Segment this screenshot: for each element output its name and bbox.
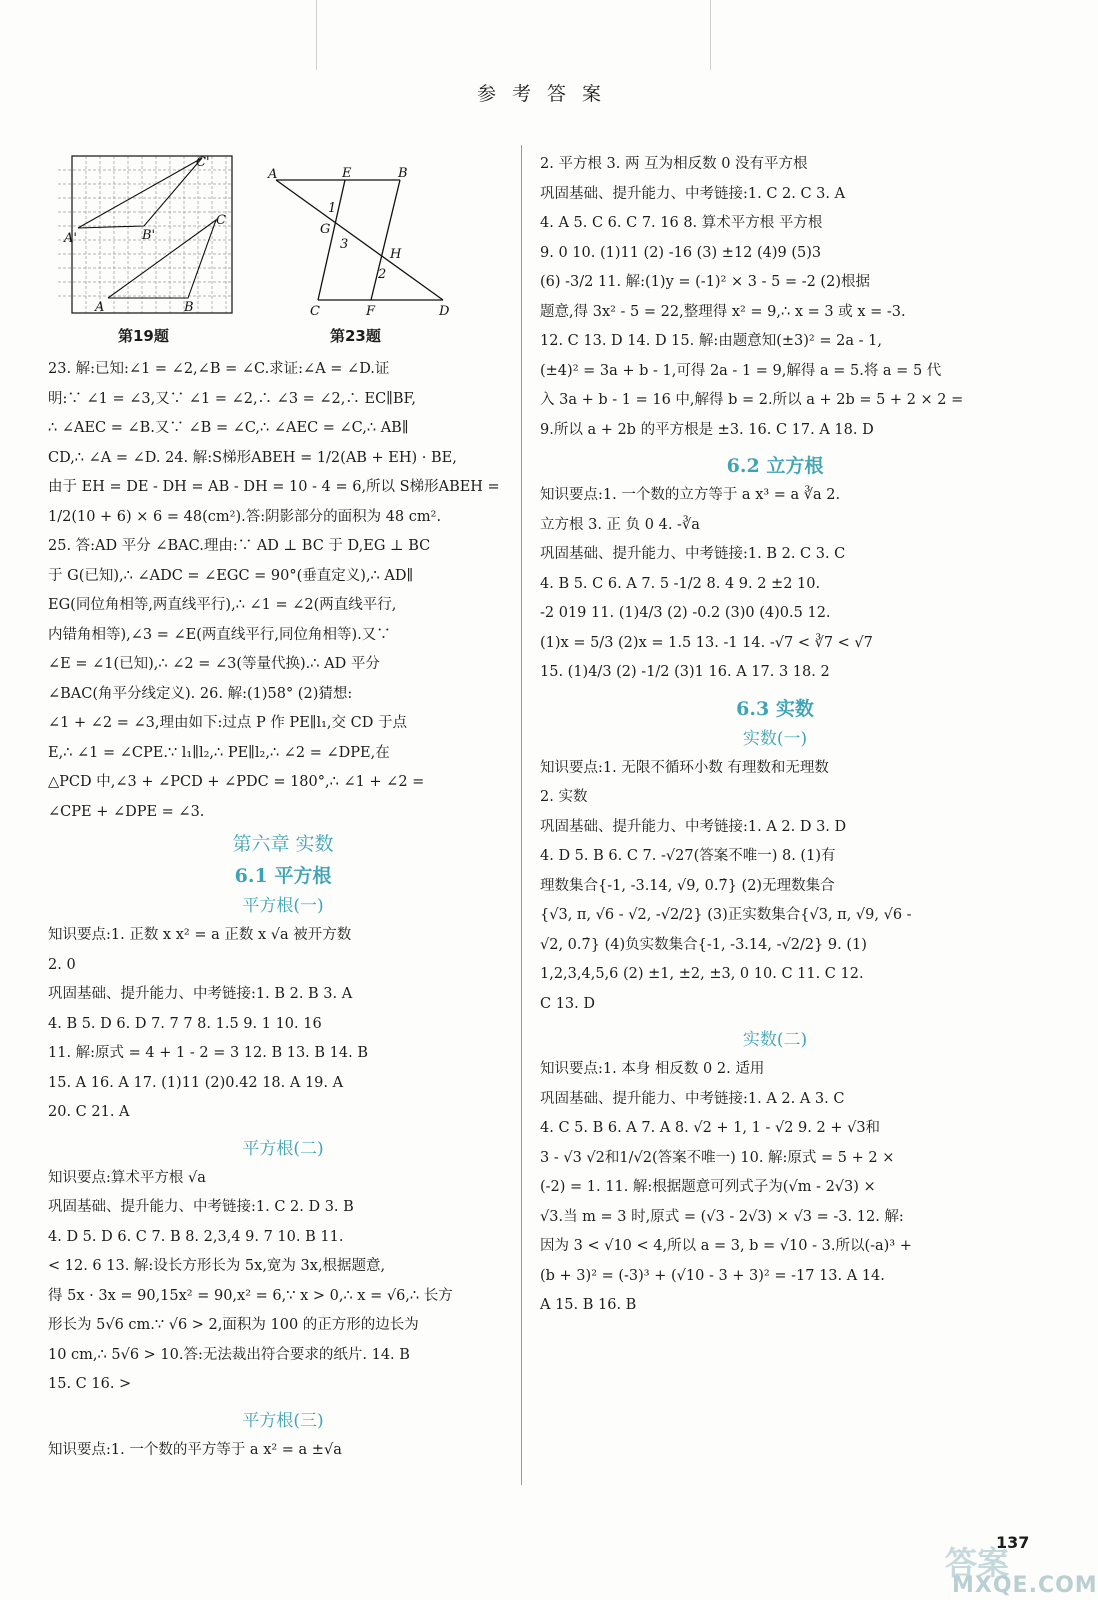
left-line: E,∴ ∠1 = ∠CPE.∵ l₁∥l₂,∴ PE∥l₂,∴ ∠2 = ∠DPE,在 (48, 744, 390, 761)
left-line: EG(同位角相等,两直线平行),∴ ∠1 = ∠2(两直线平行, (48, 597, 397, 613)
subsection-title: 平方根(一) (242, 896, 324, 916)
answer-line: 巩固基础、提升能力、中考链接:1. C 2. C 3. A (540, 185, 846, 202)
answer-line: 2. 实数 (540, 789, 588, 805)
answer-line: 2. 平方根 3. 两 互为相反数 0 没有平方根 (540, 156, 808, 172)
fig23-label-3: 3 (340, 237, 349, 252)
answer-line: 巩固基础、提升能力、中考链接:1. C 2. D 3. B (48, 1199, 354, 1215)
answer-line: 知识要点:1. 一个数的立方等于 a x³ = a ∛a 2. (540, 487, 841, 503)
left-line: ∴ ∠AEC = ∠B.又∵ ∠B = ∠C,∴ ∠AEC = ∠C,∴ AB∥ (48, 420, 409, 436)
answer-line: 理数集合{-1, -3.14, √9, 0.7̇} (2)无理数集合 (540, 877, 835, 894)
fig19-label-c-prime: C' (196, 155, 210, 170)
left-line: 于 G(已知),∴ ∠ADC = ∠EGC = 90°(垂直定义),∴ AD∥ (48, 567, 414, 584)
section-6-3-title: 6.3 实数 (736, 697, 814, 720)
answer-line: √3.当 m = 3 时,原式 = (√3 - 2√3) × √3 = -3. 12. 解: (540, 1208, 904, 1225)
subsection-title: 实数(一) (742, 728, 808, 749)
fig23-label-1: 1 (328, 201, 337, 216)
answer-line: 15. (1)4/3 (2) -1/2 (3)1 16. A 17. 3 18. 2 (540, 664, 830, 680)
answer-line: 巩固基础、提升能力、中考链接:1. B 2. B 3. A (48, 986, 353, 1002)
answer-line: A 15. B 16. B (540, 1297, 637, 1313)
answer-line: 形长为 5√6 cm.∵ √6 > 2,面积为 100 的正方形的边长为 (48, 1317, 419, 1333)
left-line: ∠BAC(角平分线定义). 26. 解:(1)58° (2)猜想: (48, 685, 353, 702)
left-line: 明:∵ ∠1 = ∠3,又∵ ∠1 = ∠2,∴ ∠3 = ∠2,∴ EC∥BF, (48, 390, 416, 407)
section-6-1-title: 6.1 平方根 (234, 865, 332, 887)
answer-line: 9.所以 a + 2b 的平方根是 ±3. 16. C 17. A 18. D (540, 421, 874, 438)
answer-line: 4. D 5. D 6. C 7. B 8. 2,3,4 9. 7 10. B 11. (48, 1228, 344, 1245)
answer-line: 巩固基础、提升能力、中考链接:1. A 2. A 3. C (540, 1090, 845, 1107)
left-line: △PCD 中,∠3 + ∠PCD + ∠PDC = 180°,∴ ∠1 + ∠2 = (48, 774, 425, 790)
answer-line: 知识要点:算术平方根 √a (48, 1169, 206, 1186)
fig23-label-g: G (320, 222, 331, 237)
right-column (540, 150, 1010, 1321)
left-line: ∠1 + ∠2 = ∠3,理由如下:过点 P 作 PE∥l₁,交 CD 于点 (48, 715, 407, 731)
left-line: 1/2(10 + 6) × 6 = 48(cm²).答:阴影部分的面积为 48 cm². (48, 508, 442, 525)
answer-line: 20. C 21. A (48, 1104, 130, 1120)
answer-line: (±4)² = 3a + b - 1,可得 2a - 1 = 9,解得 a = 5.将 a = 5 代 (540, 362, 942, 379)
answer-line: 10 cm,∴ 5√6 > 10.答:无法裁出符合要求的纸片. 14. B (48, 1346, 410, 1363)
answer-line: -2 019 11. (1)4/3 (2) -0.2 (3)0 (4)0.5 12. (540, 605, 831, 621)
answer-line: (b + 3)² = (-3)³ + (√10 - 3 + 3)² = -17 13. A 14. (540, 1267, 885, 1284)
answer-line: 4. A 5. C 6. C 7. 16 8. 算术平方根 平方根 (540, 215, 823, 231)
top-rule-left (316, 0, 317, 70)
answer-line: (-2) = 1. 11. 解:根据题意可列式子为(√m - 2√3) × (540, 1179, 876, 1195)
fig23-label-e: E (342, 166, 352, 181)
answer-line: 巩固基础、提升能力、中考链接:1. A 2. D 3. D (540, 818, 847, 835)
answer-line: 11. 解:原式 = 4 + 1 - 2 = 3 12. B 13. B 14. B (48, 1045, 368, 1061)
answer-line: 4. D 5. B 6. C 7. -√27(答案不唯一) 8. (1)有 (540, 848, 836, 864)
answer-line: 立方根 3. 正 负 0 4. -∛a (540, 516, 700, 533)
fig23-label-h: H (390, 247, 402, 262)
answer-line: (1)x = 5/3 (2)x = 1.5 13. -1 14. -√7 < ∛7 < √7 (540, 634, 873, 651)
answer-line: 15. C 16. > (48, 1376, 132, 1392)
left-column (48, 150, 518, 1465)
fig23-label-a: A (268, 167, 278, 182)
left-line: ∠E = ∠1(已知),∴ ∠2 = ∠3(等量代换).∴ AD 平分 (48, 656, 380, 672)
fig23-label-b: B (398, 166, 408, 181)
answer-line: 巩固基础、提升能力、中考链接:1. B 2. C 3. C (540, 546, 846, 562)
page-number: 137 (996, 1533, 1030, 1552)
fig19-label-b-prime: B' (142, 228, 156, 243)
answer-line: 因为 3 < √10 < 4,所以 a = 3, b = √10 - 3.所以(-a)³ + (540, 1238, 912, 1254)
answer-line: 知识要点:1. 一个数的平方等于 a x² = a ±√a (48, 1441, 342, 1458)
fig19-label-a-prime: A' (64, 231, 77, 246)
top-rule-right (710, 0, 711, 70)
chapter-title: 第六章 实数 (232, 833, 334, 855)
figures (48, 150, 518, 355)
answer-line: 4. C 5. B 6. A 7. A 8. √2 + 1, 1 - √2 9. 2 + √3和 (540, 1120, 881, 1136)
fig23-label-2: 2 (378, 267, 387, 282)
answer-line: C 13. D (540, 995, 595, 1012)
left-line: ∠CPE + ∠DPE = ∠3. (48, 803, 205, 820)
answer-line: 2. 0 (48, 956, 76, 973)
left-line: 25. 答:AD 平分 ∠BAC.理由:∵ AD ⊥ BC 于 D,EG ⊥ BC (48, 538, 431, 554)
answer-line: 3 - √3 √2和1/√2(答案不唯一) 10. 解:原式 = 5 + 2 × (540, 1149, 895, 1166)
answer-line: (6) -3/2 11. 解:(1)y = (-1)² × 3 - 5 = -2 (2)根据 (540, 274, 870, 290)
fig23-lines (276, 180, 443, 300)
watermark-url: MXQE.COM (952, 1573, 1098, 1598)
page-title: 参 考 答 案 (476, 83, 607, 105)
answer-line: 知识要点:1. 正数 x x² = a 正数 x √a 被开方数 (48, 927, 352, 943)
answer-line: 入 3a + b - 1 = 16 中,解得 b = 2.所以 a + 2b = 5 + 2 × 2 = (540, 392, 964, 408)
subsection-title: 平方根(三) (242, 1410, 324, 1431)
watermark-logo-text: 答案 (945, 1544, 1010, 1582)
fig23-labels (267, 166, 450, 319)
answer-line: 4. B 5. C 6. A 7. 5 -1/2 8. 4 9. 2 ±2 10. (540, 575, 821, 592)
answer-line: 9. 0 10. (1)11 (2) -16 (3) ±12 (4)9 (5)3 (540, 244, 822, 261)
answer-line: 4. B 5. D 6. D 7. 7 7 8. 1.5 9. 1 10. 16 (48, 1015, 322, 1032)
fig19-caption: 第19题 (118, 327, 169, 345)
answer-line: 题意,得 3x² - 5 = 22,整理得 x² = 9,∴ x = 3 或 x = -3. (540, 303, 906, 320)
answer-line: √2, 0.7̇} (4)负实数集合{-1, -3.14, -√2/2} 9. (1) (540, 936, 867, 953)
figure-diagrams (48, 150, 518, 330)
fig19-label-b: B (184, 300, 194, 315)
subsection-title: 实数(二) (742, 1030, 808, 1050)
fig19-label-c: C (216, 213, 226, 228)
left-line: 23. 解:已知:∠1 = ∠2,∠B = ∠C.求证:∠A = ∠D.证 (48, 361, 390, 377)
answer-line: 12. C 13. D 14. D 15. 解:由题意知(±3)² = 2a - 1, (540, 333, 882, 349)
fig19-label-a: A (95, 300, 105, 315)
left-line: 由于 EH = DE - DH = AB - DH = 10 - 4 = 6,所以 S梯形ABEH = (48, 479, 500, 495)
answer-line: 知识要点:1. 无限不循环小数 有理数和无理数 (540, 759, 829, 776)
left-line: CD,∴ ∠A = ∠D. 24. 解:S梯形ABEH = 1/2(AB + EH) · BE, (48, 449, 457, 466)
answer-line: 得 5x · 3x = 90,15x² = 90,x² = 6,∵ x > 0,∴ x = √6,∴ 长方 (48, 1287, 453, 1304)
fig23-label-f: F (366, 304, 376, 319)
subsection-title: 平方根(二) (242, 1138, 324, 1159)
column-divider (521, 145, 522, 1485)
answer-line: 知识要点:1. 本身 相反数 0 2. 适用 (540, 1061, 765, 1077)
section-6-2-title: 6.2 立方根 (726, 455, 824, 477)
fig23-label-c: C (310, 304, 320, 319)
answer-line: 1,2,3,4,5,6 (2) ±1, ±2, ±3, 0 10. C 11. C 12. (540, 966, 864, 982)
fig23-label-d: D (439, 304, 450, 319)
answer-line: < 12. 6 13. 解:设长方形长为 5x,宽为 3x,根据题意, (48, 1258, 386, 1274)
fig19-labels (63, 155, 226, 315)
answer-line: {√3, π, √6 - √2, -√2/2} (3)正实数集合{√3, π, √9, √6 - (540, 907, 912, 923)
answer-line: 15. A 16. A 17. (1)11 (2)0.42 18. A 19. A (48, 1074, 344, 1091)
fig23-caption: 第23题 (330, 327, 381, 345)
left-line: 内错角相等),∠3 = ∠E(两直线平行,同位角相等).又∵ (48, 626, 391, 643)
